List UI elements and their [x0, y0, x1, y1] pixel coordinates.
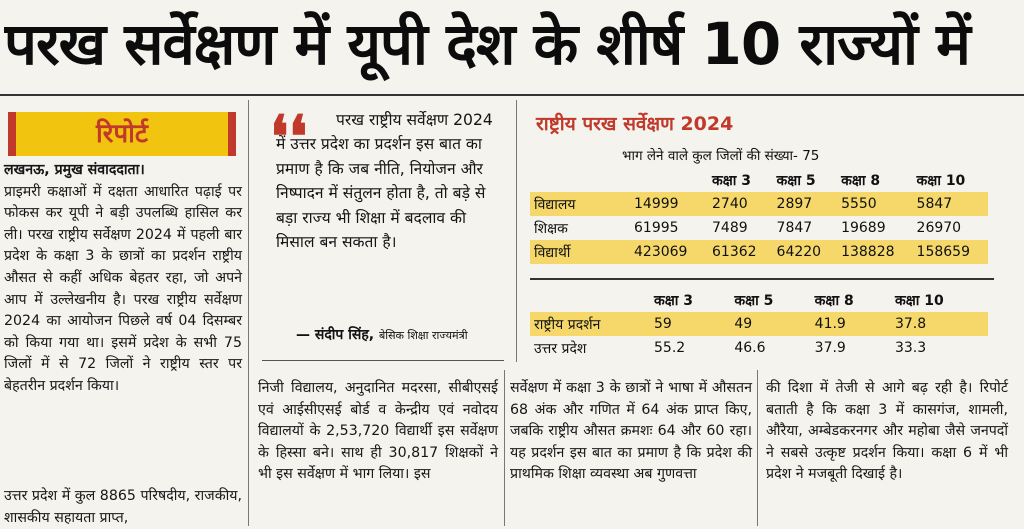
table-cell: उत्तर प्रदेश: [534, 340, 587, 357]
table-cell: 138828: [837, 240, 912, 264]
stats-table-scores: [530, 288, 988, 360]
table-row: [530, 312, 988, 336]
article-column-1-continued: [4, 486, 242, 529]
table-cell: 158659: [913, 240, 988, 264]
table-cell: राष्ट्रीय प्रदर्शन: [530, 312, 650, 336]
table-cell: विद्यार्थी: [530, 240, 630, 264]
quote-rule: [262, 360, 504, 361]
stats-subtitle: भाग लेने वाले कुल जिलों की संख्या- 75: [622, 148, 820, 164]
article-column-4: [766, 378, 1008, 486]
table-cell: 64220: [773, 240, 838, 264]
quote-attribution: [296, 325, 506, 344]
stats-title: राष्ट्रीय परख सर्वेक्षण 2024: [536, 113, 734, 135]
table-cell: 19689: [841, 220, 886, 236]
table-cell: 26970: [916, 220, 962, 236]
table-cell: 37.8: [891, 312, 988, 336]
table-cell: 423069: [630, 240, 708, 264]
table-cell: 2897: [773, 192, 838, 216]
headline-rule: [0, 94, 1024, 96]
table-header-cell: [530, 288, 650, 312]
table-row: [530, 240, 988, 264]
dateline: लखनऊ, प्रमुख संवाददाता।: [4, 162, 145, 178]
table-header-cell: कक्षा 10: [894, 292, 944, 309]
article-paragraph-1: प्राइमरी कक्षाओं में दक्षता आधारित पढ़ाई पर फोकस कर यूपी ने बड़ी उपलब्धि हासिल कर ली। परख राष्ट्रीय सर्वेक्षण 2024 में पहली बार प्रदेश के कक्षा 3 के छात्रों का प्रदर्शन राष्ट्रीय औसत से कहीं अधिक बेहतर रहा, जो अपने आप में उल्लेखनीय है। परख राष्ट्रीय सर्वेक्षण 2024 का आयोजन पिछले वर्ष 04 दिसम्बर को किया गया था। इसमें प्रदेश के सभी 75 जिलों में से 72 जिलों ने राष्ट्रीय स्तर पर बेहतरीन प्रदर्शन किया।: [4, 183, 242, 394]
table-header-cell: कक्षा 8: [814, 292, 854, 309]
table-cell: 61995: [634, 220, 679, 236]
table-cell: 37.9: [814, 340, 846, 356]
table-cell: 55.2: [654, 340, 686, 356]
table-header-row: [530, 168, 988, 192]
stats-table-counts: [530, 168, 988, 264]
table-header-cell: कक्षा 3: [654, 292, 694, 309]
table-cell: 5550: [837, 192, 912, 216]
table-header-cell: [630, 168, 708, 192]
report-tag: रिपोर्ट: [8, 112, 236, 156]
table-header-cell: कक्षा 8: [841, 172, 881, 189]
table-header-cell: [530, 168, 630, 192]
table-cell: 59: [650, 312, 730, 336]
article-column-2: [258, 378, 498, 486]
table-cell: विद्यालय: [530, 192, 630, 216]
article-paragraph-4: सर्वेक्षण में कक्षा 3 के छात्रों ने भाषा में औसतन 68 अंक और गणित में 64 अंक प्राप्त किए, जबकि राष्ट्रीय औसत क्रमशः 64 और 60 रहा। यह प्रदर्शन इस बात का प्रमाण है कि प्रदेश की प्राथमिक शिक्षा व्यवस्था अब गुणवत्ता: [510, 380, 752, 483]
pull-quote-text: परख राष्ट्रीय सर्वेक्षण 2024 में उत्तर प्रदेश का प्रदर्शन इस बात का प्रमाण है कि जब नीति, नियोजन और निष्पादन में संतुलन होता है, तो बड़े से बड़ा राज्य भी शिक्षा में बदलाव की मिसाल बन सकता है।: [276, 111, 493, 252]
quote-role: बेसिक शिक्षा राज्यमंत्री: [378, 329, 468, 342]
table-cell: 33.3: [894, 340, 927, 356]
headline: परख सर्वेक्षण में यूपी देश के शीर्ष 10 राज्यों में: [4, 10, 970, 78]
table-header-cell: कक्षा 3: [712, 172, 752, 189]
column-divider: [248, 100, 249, 526]
table-cell: 41.9: [811, 312, 891, 336]
table-cell: शिक्षक: [534, 220, 568, 237]
table-row: [530, 336, 988, 360]
quote-mark-icon: ❛❛: [270, 103, 308, 171]
table-header-cell: कक्षा 5: [734, 292, 774, 309]
column-divider: [757, 370, 758, 526]
article-paragraph-2: उत्तर प्रदेश में कुल 8865 परिषदीय, राजकीय, शासकीय सहायता प्राप्त,: [4, 488, 242, 526]
table-cell: 5847: [913, 192, 988, 216]
table-cell: 7489: [712, 220, 748, 236]
article-paragraph-3: निजी विद्यालय, अनुदानित मदरसा, सीबीएसई एवं आईसीएसई बोर्ड व केन्द्रीय एवं नवोदय विद्यालयों के 2,53,720 विद्यार्थी इस सर्वेक्षण के हिस्सा बने। साथ ही 30,817 शिक्षकों ने भी इस सर्वेक्षण में भाग लिया। इस: [258, 380, 498, 483]
table-cell: 2740: [708, 192, 773, 216]
column-divider: [516, 100, 517, 362]
table-cell: 49: [730, 312, 810, 336]
quote-author: — संदीप सिंह,: [296, 327, 375, 343]
column-divider: [504, 370, 505, 526]
table-divider: [530, 278, 994, 280]
table-cell: 61362: [708, 240, 773, 264]
table-row: [530, 216, 988, 240]
table-cell: 7847: [776, 220, 813, 236]
table-header-row: [530, 288, 988, 312]
article-column-3: [510, 378, 752, 486]
pull-quote: [276, 108, 498, 254]
table-header-cell: कक्षा 10: [916, 172, 966, 189]
article-paragraph-5: की दिशा में तेजी से आगे बढ़ रही है। रिपोर्ट बताती है कि कक्षा 3 में कासगंज, शामली, औरैया, अम्बेडकरनगर और महोबा जैसे जनपदों ने सबसे उत्कृष्ट प्रदर्शन किया। कक्षा 6 में भी प्रदेश ने मजबूती दिखाई है।: [766, 380, 1008, 483]
table-cell: 46.6: [734, 340, 766, 356]
table-row: [530, 192, 988, 216]
table-header-cell: कक्षा 5: [776, 172, 816, 189]
table-cell: 14999: [630, 192, 708, 216]
article-column-1: [4, 160, 242, 398]
